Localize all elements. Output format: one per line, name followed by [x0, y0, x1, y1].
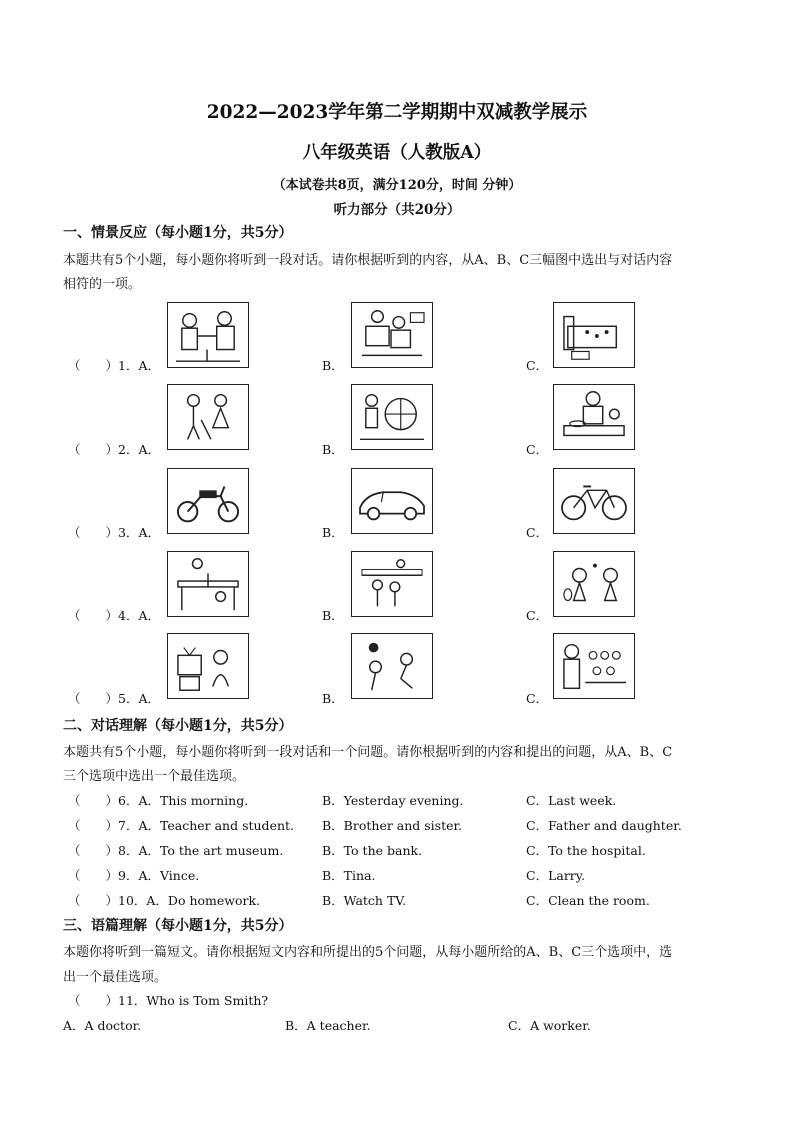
bed-icon[interactable]	[553, 302, 635, 368]
question-5-option-b: B．	[322, 691, 344, 706]
cooking-icon[interactable]	[553, 384, 635, 450]
question-8-option-c: C．To the hospital.	[526, 843, 646, 858]
section2-heading: 二、对话理解（每小题1分，共5分）	[63, 718, 293, 734]
question-9-option-b: B．Tina.	[322, 868, 376, 883]
question-8-option-b: B．To the bank.	[322, 843, 423, 858]
exam-title: 2022—2023学年第二学期期中双减教学展示	[206, 102, 588, 123]
question-5-number: （ ）5．A．	[68, 691, 160, 706]
question-3-number: （ ）3．A．	[68, 525, 160, 540]
section1-heading: 一、情景反应（每小题1分，共5分）	[63, 225, 293, 241]
question-11-option-b: B．A teacher.	[285, 1018, 371, 1033]
part-title: 听力部分（共20分）	[333, 202, 461, 218]
question-7: （ ）7．A．Teacher and student.	[68, 818, 295, 833]
question-1-option-c: C．	[526, 358, 549, 373]
section2-instructions-2: 三个选项中选出一个最佳选项。	[63, 769, 246, 784]
motorcycle-icon[interactable]	[167, 468, 249, 534]
question-8: （ ）8．A．To the art museum.	[68, 843, 284, 858]
question-11-option-a: A．A doctor.	[63, 1018, 142, 1033]
question-7-option-b: B．Brother and sister.	[322, 818, 463, 833]
volleyball-icon[interactable]	[351, 551, 433, 617]
tv-watching-icon[interactable]	[167, 633, 249, 699]
section2-instructions-1: 本题共有5个小题，每小题你将听到一段对话和一个问题。请你根据听到的内容和提出的问题，从A、B、C	[63, 745, 673, 760]
question-1-number: （ ）1．A．	[68, 358, 160, 373]
badminton-icon[interactable]	[553, 551, 635, 617]
car-icon[interactable]	[351, 468, 433, 534]
exam-note: （本试卷共8页，满分120分，时间 分钟）	[272, 178, 522, 193]
ping-pong-icon[interactable]	[167, 551, 249, 617]
section3-instructions-1: 本题你将听到一篇短文。请你根据短文内容和所提出的5个问题，从每小题所给的A、B、C三个选项中，选	[63, 945, 673, 960]
question-1-option-b: B．	[322, 358, 344, 373]
question-11: （ ）11．Who is Tom Smith?	[68, 993, 269, 1008]
question-4-option-c: C．	[526, 608, 549, 623]
section3-heading: 三、语篇理解（每小题1分，共5分）	[63, 918, 293, 934]
question-2-number: （ ）2．A．	[68, 442, 160, 457]
question-9: （ ）9．A．Vince.	[68, 868, 200, 883]
question-11-option-c: C．A worker.	[508, 1018, 591, 1033]
question-2-option-c: C．	[526, 442, 549, 457]
question-3-option-c: C．	[526, 525, 549, 540]
question-9-option-c: C．Larry.	[526, 868, 586, 883]
question-10-option-c: C．Clean the room.	[526, 893, 650, 908]
section1-instructions-1: 本题共有5个小题，每小题你将听到一段对话。请你根据听到的内容，从A、B、C三幅图中选出与对话内容	[63, 253, 673, 268]
question-6-option-c: C．Last week.	[526, 793, 617, 808]
section3-instructions-2: 出一个最佳选项。	[63, 970, 168, 985]
question-10-option-b: B．Watch TV.	[322, 893, 407, 908]
question-4-option-b: B．	[322, 608, 344, 623]
question-10: （ ）10．A．Do homework.	[68, 893, 261, 908]
question-3-option-b: B．	[322, 525, 344, 540]
question-7-option-c: C．Father and daughter.	[526, 818, 682, 833]
exam-subject: 八年级英语（人教版A）	[302, 143, 492, 163]
living-room-icon[interactable]	[351, 302, 433, 368]
repair-icon[interactable]	[351, 384, 433, 450]
question-5-option-c: C．	[526, 691, 549, 706]
soccer-icon[interactable]	[351, 633, 433, 699]
kids-cleaning-icon[interactable]	[167, 384, 249, 450]
doctor-patient-icon[interactable]	[167, 302, 249, 368]
question-2-option-b: B．	[322, 442, 344, 457]
bicycle-icon[interactable]	[553, 468, 635, 534]
section1-instructions-2: 相符的一项。	[63, 277, 142, 292]
question-4-number: （ ）4．A．	[68, 608, 160, 623]
question-6: （ ）6．A．This morning.	[68, 793, 249, 808]
question-6-option-b: B．Yesterday evening.	[322, 793, 464, 808]
classroom-icon[interactable]	[553, 633, 635, 699]
